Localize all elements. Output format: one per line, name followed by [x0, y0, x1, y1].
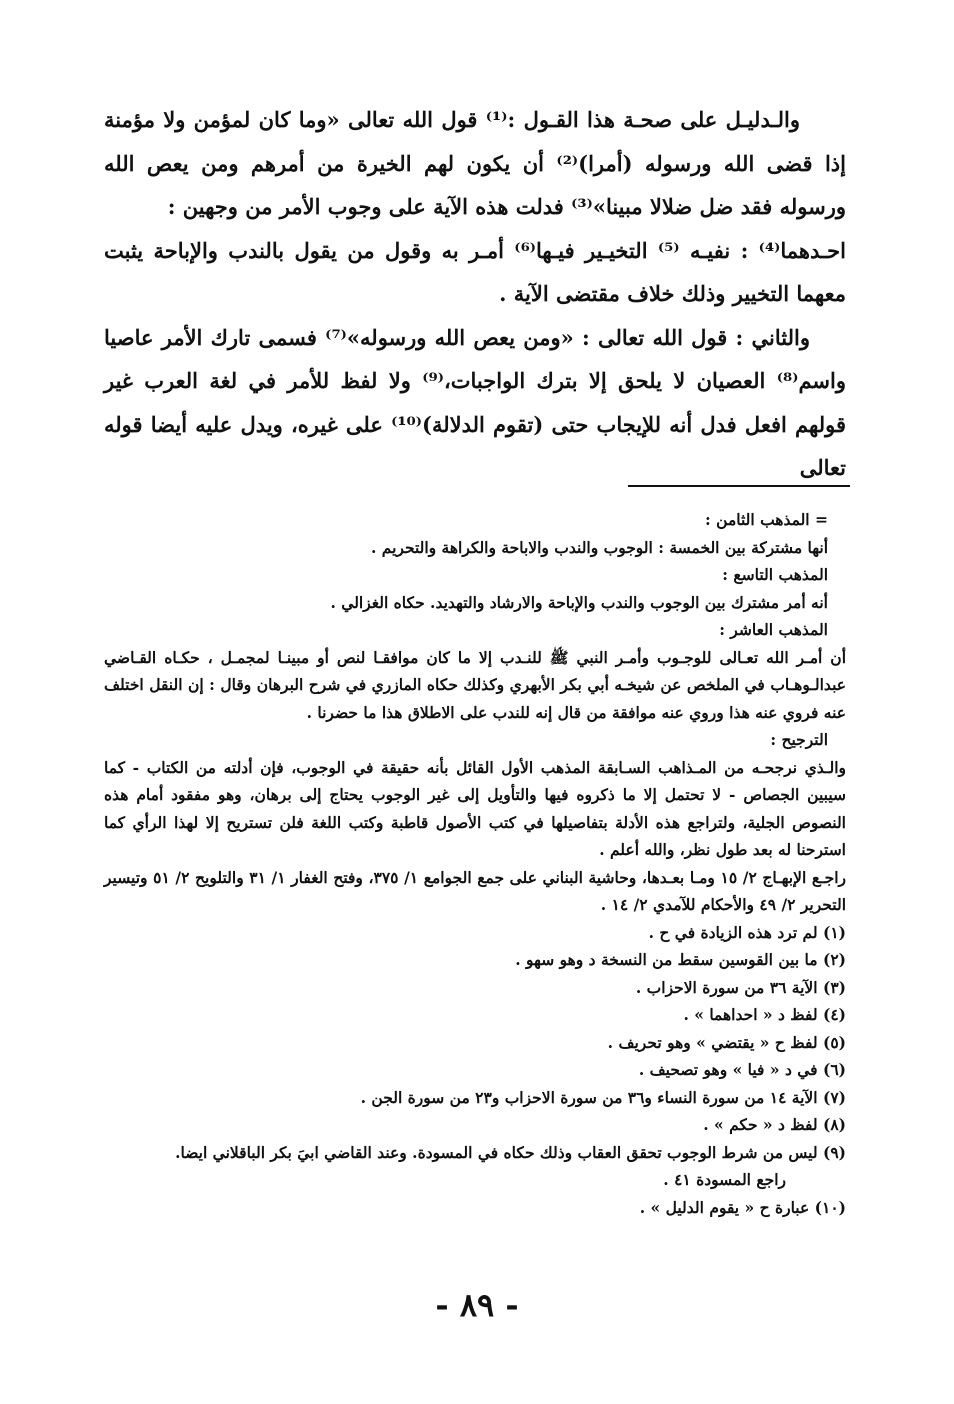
- footnote-item: [104, 1194, 846, 1222]
- footnote-text: لفظ د « احداهما » .: [683, 1005, 818, 1024]
- footnote-continuation: [104, 1166, 846, 1194]
- footnote-number: (٦): [822, 1060, 846, 1079]
- footnote-number: (١): [822, 922, 846, 942]
- footnote-number: (٣): [822, 977, 846, 997]
- footnote-text: راجع المسودة ٤١ .: [663, 1170, 786, 1189]
- note-paragraph: أن أمـر الله تعـالى للوجـوب وأمـر النبي ﷺ للنـدب إلا ما كان موافقـا لنص أو مبينـا لمجمـل ، حكـاه القـاضي عبدالـوهـاب في الملخص عن شيخـه أبي بكر الأبهري وكذلك حكاه المازري في شرح البرهان وقال : إن النقل اختلف عنه فروي عنه هذا وروي عنه موافقة من قال إنه للندب على الاطلاق هذا ما حضرنا .: [104, 647, 846, 722]
- footnote-separator: [628, 485, 850, 487]
- footnote-text: الآية ٣٦ من سورة الاحزاب .: [635, 977, 818, 997]
- footnote-item: [104, 1001, 846, 1029]
- main-paragraph-1: والـدليـل على صحـة هذا القـول :⁽¹⁾ قول الله تعالى «وما كان لمؤمن ولا مؤمنة إذا قضى الله ورسوله (أمرا)⁽²⁾ أن يكون لهم الخيرة من أمرهم ومن يعص الله ورسوله فقد ضل ضلالا مبينا»⁽³⁾ فدلت هذه الآية على وجوب الأمر من وجهين :: [104, 107, 846, 219]
- footnote-item: [104, 1084, 846, 1112]
- note-heading: = المذهب الثامن :: [705, 510, 828, 529]
- footnote-text: عبارة ح « يقوم الدليل » .: [639, 1197, 810, 1217]
- main-text: [104, 98, 846, 490]
- page-number: - ٨٩ -: [435, 1286, 519, 1324]
- note-line: أنها مشتركة بين الخمسة : الوجوب والندب والاباحة والكراهة والتحريم .: [370, 537, 828, 557]
- footnote-item: [104, 946, 846, 974]
- footnote-item: [104, 1029, 846, 1057]
- footnote-number: (٤): [822, 1005, 846, 1024]
- footnote-item: [104, 919, 846, 947]
- footnote-number: (٧): [822, 1087, 846, 1107]
- footnote-number: (٨): [822, 1115, 846, 1134]
- note-heading: المذهب التاسع :: [722, 565, 828, 584]
- footnote-number: (١٠): [814, 1197, 846, 1217]
- footnote-text: لفظ ح « يقتضي » وهو تحريف .: [607, 1032, 818, 1052]
- footnote-text: في د « فيا » وهو تصحيف .: [638, 1060, 818, 1079]
- footnote-number: (٥): [822, 1032, 846, 1052]
- footnote-number: (٢): [822, 950, 846, 969]
- main-paragraph-2: احـدهما⁽⁴⁾ : نفيـه ⁽⁵⁾ التخيـير فيـها⁽⁶⁾ أمـر به وقول من يقول بالندب والإباحة يثبت معهما التخيير وذلك خلاف مقتضى الآية .: [104, 237, 846, 306]
- footnote-item: [104, 1056, 846, 1084]
- note-references: راجـع الإبهـاج ٢/ ١٥ ومـا بعـدها، وحاشية البناني على جمع الجوامع ١/ ٣٧٥، وفتح الغفار ١/ ٣١ والتلويح ٢/ ٥١ وتيسير التحرير ٢/ ٤٩ والأحكام للآمدي ٢/ ١٤ .: [104, 867, 847, 914]
- footnote-item: [104, 1111, 846, 1139]
- main-paragraph-3: والثاني : قول الله تعالى : «ومن يعص الله ورسوله»⁽⁷⁾ فسمى تارك الأمر عاصيا واسم⁽⁸⁾ العصيان لا يلحق إلا بترك الواجبات،⁽⁹⁾ ولا لفظ للأمر في لغة العرب غير قولهم افعل فدل أنه للإيجاب حتى (تقوم الدلالة)⁽¹⁰⁾ على غيره، ويدل عليه أيضا قوله تعالى: [104, 324, 846, 480]
- note-heading: المذهب العاشر :: [719, 620, 828, 639]
- footnote-number: (٩): [822, 1142, 846, 1162]
- footnote-text: لم ترد هذه الزيادة في ح .: [648, 922, 818, 942]
- note-heading: الترجيح :: [770, 730, 828, 749]
- footnote-text: لفظ د « حكم » .: [703, 1115, 818, 1134]
- footnote-item: [104, 1139, 846, 1167]
- footnotes-block: [104, 506, 846, 1221]
- footnote-text: ليس من شرط الوجوب تحقق العقاب وذلك حكاه في المسودة. وعند القاضي ابيَ بكر الباقلاني ايضا.: [175, 1142, 818, 1162]
- footnote-text: ما بين القوسين سقط من النسخة د وهو سهو .: [515, 950, 818, 969]
- footnote-item: [104, 974, 846, 1002]
- footnote-text: الآية ١٤ من سورة النساء و٣٦ من سورة الاحزاب و٢٣ من سورة الجن .: [360, 1087, 818, 1107]
- note-line: أنه أمر مشترك بين الوجوب والندب والإباحة والارشاد والتهديد. حكاه الغزالي .: [330, 592, 828, 612]
- note-paragraph: والـذي نرجحـه من المـذاهب السـابقة المذهب الأول القائل بأنه حقيقة في الوجوب، فإن أدلته من الكتاب - كما سيبين الجصاص - لا تحتمل إلا ما ذكروه فيها والتأويل إلى غير الوجوب يحتاج إلى برهان، وهو مفقود أمام هذه النصوص الجلية، ولتراجع هذه الأدلة بتفاصيلها في كتب الأصول قاطبة وكتب اللغة فلن تستريح إلا لهذا الرأي كما استرحنا له بعد طول نظر، والله أعلم .: [104, 757, 846, 859]
